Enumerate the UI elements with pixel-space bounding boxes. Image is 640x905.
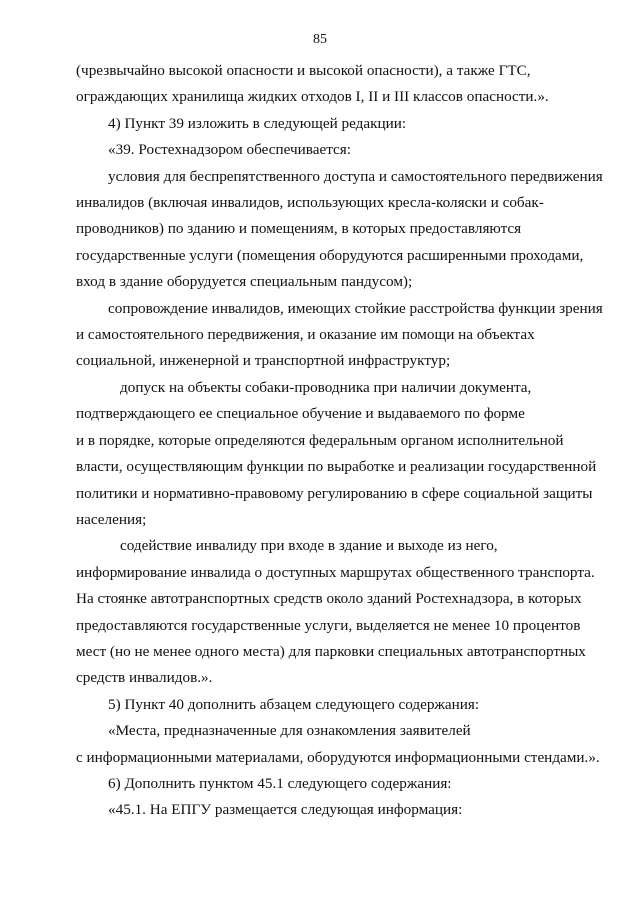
paragraph-line: условия для беспрепятственного доступа и самостоятельного передвижения — [108, 167, 603, 185]
paragraph-line: и в порядке, которые определяются федеральным органом исполнительной — [76, 431, 564, 449]
paragraph-line: инвалидов (включая инвалидов, использующих кресла-коляски и собак- — [76, 194, 544, 212]
paragraph-line: На стоянке автотранспортных средств около зданий Ростехнадзора, в которых — [76, 590, 582, 608]
paragraph-line: мест (но не менее одного места) для парковки специальных автотранспортных — [76, 642, 586, 660]
paragraph-line: политики и нормативно-правовому регулированию в сфере социальной защиты — [76, 484, 593, 502]
paragraph-line: вход в здание оборудуется специальным пандусом); — [76, 273, 413, 291]
paragraph-line: содействие инвалиду при входе в здание и выходе из него, — [120, 537, 498, 555]
text-line: (чрезвычайно высокой опасности и высокой опасности), а также ГТС, — [76, 62, 531, 79]
text-line: 5) Пункт 40 дополнить абзацем следующего содержания: — [108, 695, 480, 713]
paragraph-line: «Места, предназначенные для ознакомления заявителей — [108, 722, 471, 740]
paragraph-line: предоставляются государственные услуги, выделяется не менее 10 процентов — [76, 616, 581, 634]
text-line: 4) Пункт 39 изложить в следующей редакции: — [108, 114, 407, 132]
paragraph-line: проводников) по зданию и помещениям, в которых предоставляются — [76, 220, 522, 238]
paragraph-line: государственные услуги (помещения оборудуются расширенными проходами, — [76, 246, 584, 264]
paragraph-line: подтверждающего ее специальное обучение и выдаваемого по форме — [76, 405, 525, 423]
paragraph-line: и самостоятельного передвижения, и оказание им помощи на объектах — [76, 326, 535, 344]
page-number: 85 — [313, 32, 327, 47]
text-line: «45.1. На ЕПГУ размещается следующая информация: — [108, 801, 463, 819]
document-body — [76, 58, 603, 824]
paragraph-line: власти, осуществляющим функции по выработке и реализации государственной — [76, 458, 597, 476]
paragraph-line: с информационными материалами, оборудуются информационными стендами.». — [76, 748, 600, 766]
paragraph-line: средств инвалидов.». — [76, 669, 213, 687]
paragraph-line: информирование инвалида о доступных маршрутах общественного транспорта. — [76, 563, 595, 581]
text-line: ограждающих хранилища жидких отходов I, II и III классов опасности.». — [76, 88, 549, 106]
paragraph-line: населения; — [76, 510, 147, 528]
paragraph-line: сопровождение инвалидов, имеющих стойкие расстройства функции зрения — [108, 299, 603, 317]
paragraph-line: социальной, инженерной и транспортной инфраструктур; — [76, 352, 451, 370]
text-line: «39. Ростехнадзором обеспечивается: — [108, 141, 351, 159]
text-line: 6) Дополнить пунктом 45.1 следующего содержания: — [108, 774, 452, 792]
paragraph-line: допуск на объекты собаки-проводника при наличии документа, — [120, 378, 532, 396]
